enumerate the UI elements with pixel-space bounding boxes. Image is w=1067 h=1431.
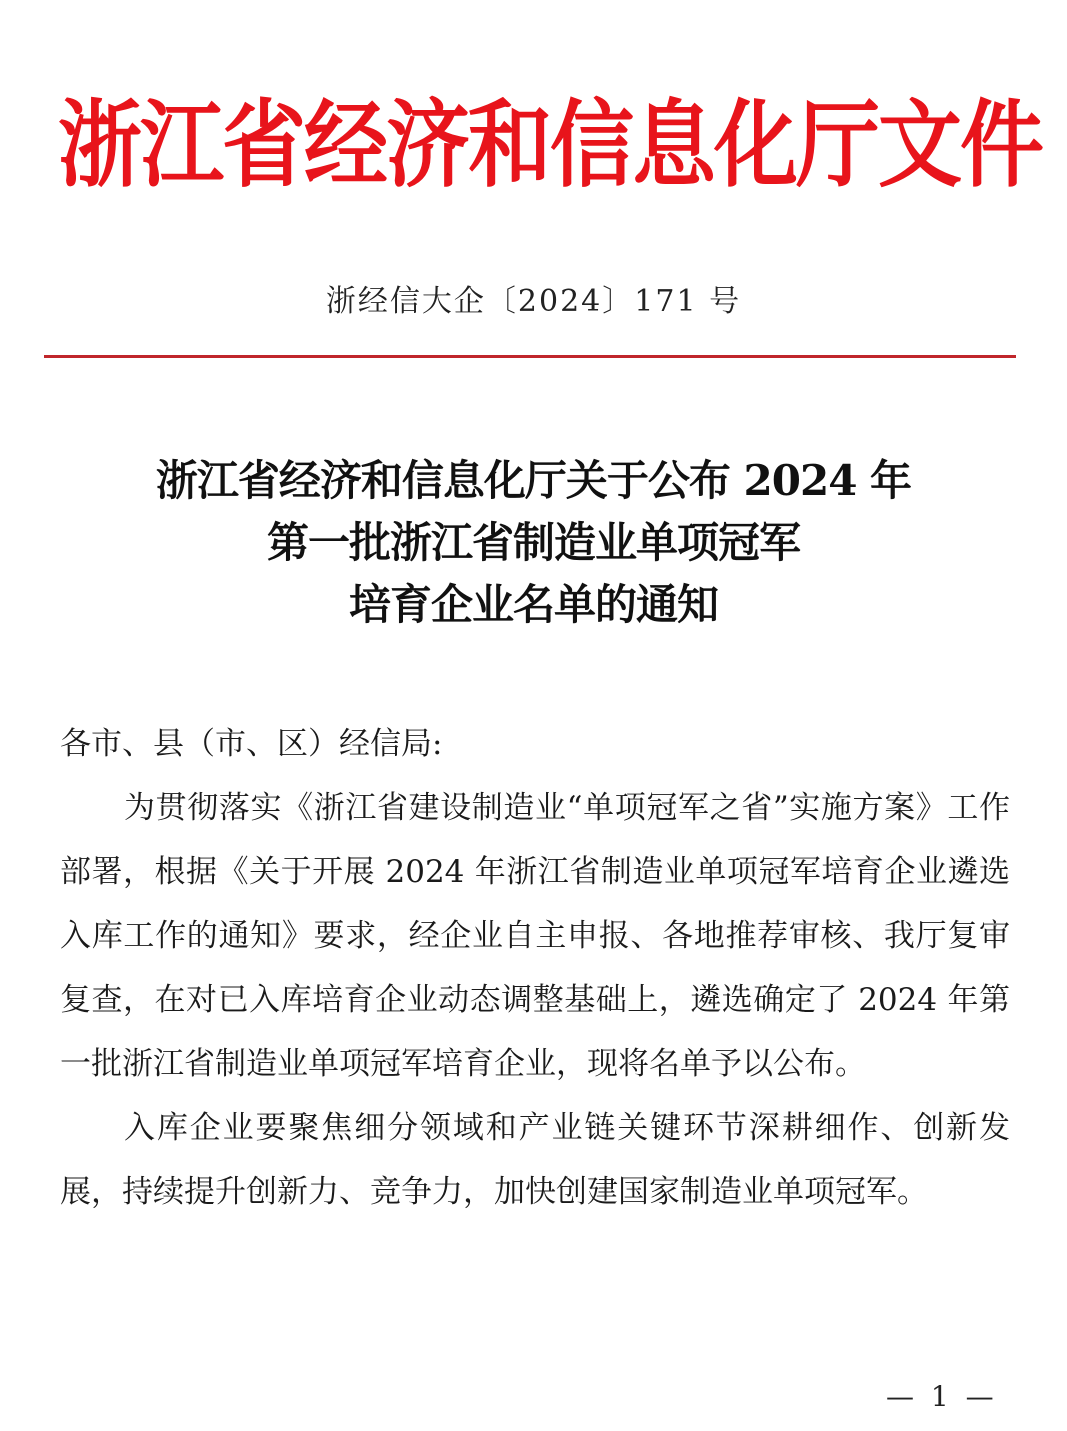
title-line-1: 浙江省经济和信息化厅关于公布 2024 年 xyxy=(155,456,912,505)
red-divider-rule xyxy=(44,355,1016,358)
salutation: 各市、县（市、区）经信局: xyxy=(60,726,443,762)
document-title xyxy=(0,450,1067,636)
issuer-header: 浙江省经济和信息化厅文件 xyxy=(58,90,1043,201)
page-number: — 1 — xyxy=(886,1380,998,1413)
title-line-3: 培育企业名单的通知 xyxy=(348,580,718,629)
document-body xyxy=(60,712,1010,1224)
paragraph-1: 为贯彻落实《浙江省建设制造业“单项冠军之省”实施方案》工作部署，根据《关于开展 2024 年浙江省制造业单项冠军培育企业遴选入库工作的通知》要求，经企业自主申报、各地推荐审核、我厅复审复查，在对已入库培育企业动态调整基础上，遴选确定了 2024 年第一批浙江省制造业单项冠军培育企业，现将名单予以公布。 xyxy=(60,790,1010,1082)
paragraph-2: 入库企业要聚焦细分领域和产业链关键环节深耕细作、创新发展，持续提升创新力、竞争力，加快创建国家制造业单项冠军。 xyxy=(60,1110,1010,1210)
title-line-2: 第一批浙江省制造业单项冠军 xyxy=(266,518,800,567)
document-number: 浙经信大企〔2024〕171 号 xyxy=(325,284,742,319)
